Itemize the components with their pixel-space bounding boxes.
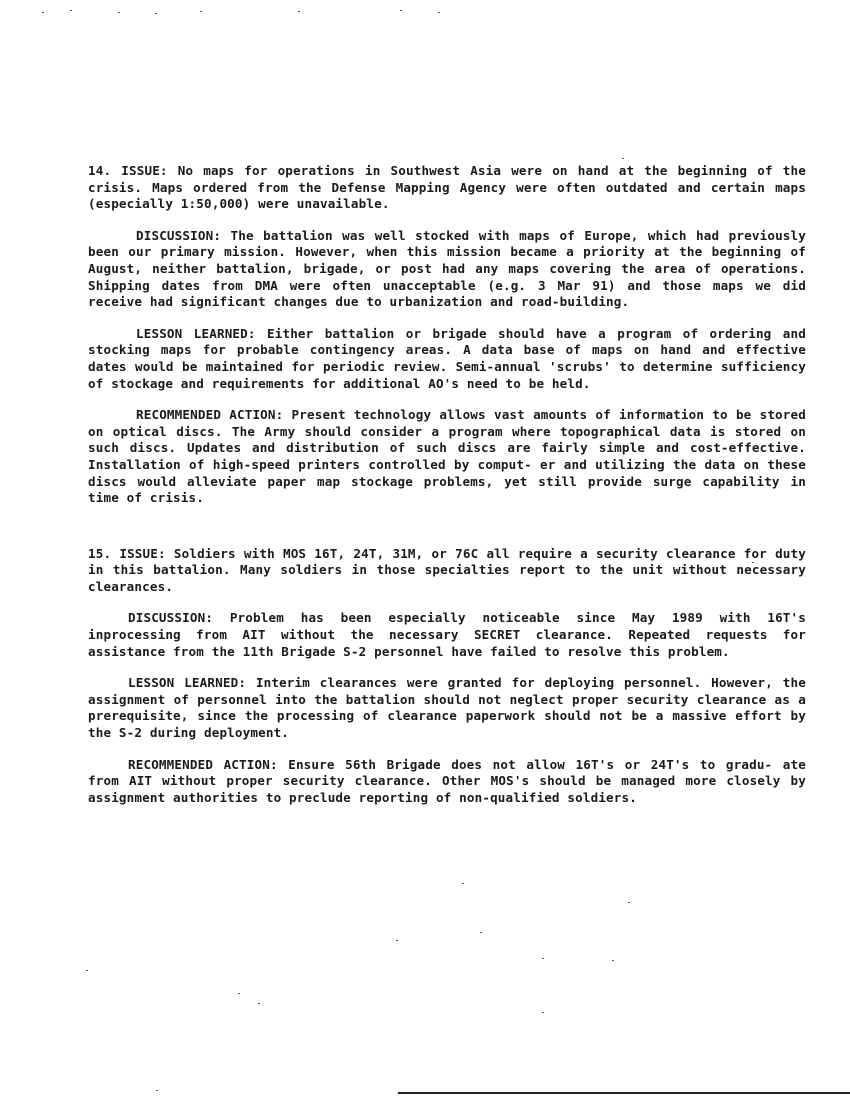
scan-speck	[155, 13, 157, 14]
scan-speck	[622, 158, 624, 159]
item-14-lesson-learned: LESSON LEARNED: Either battalion or brigade should have a program of ordering and stocking maps for probable contingency areas. A data base of maps on hand and effective dates would be maintained for periodic review. Semi-annual 'scrubs' to determine sufficiency of stockage and requirements for additional AO's need to be held.	[88, 325, 806, 391]
scan-speck	[118, 12, 120, 13]
bottom-rule	[398, 1092, 850, 1094]
item-15-issue: 15. ISSUE: Soldiers with MOS 16T, 24T, 31M, or 76C all require a security clearance for duty in this battalion. Many soldiers in those specialties report to the unit without necessary clearances.	[88, 545, 806, 594]
scan-speck	[400, 10, 402, 11]
scan-speck	[258, 1003, 260, 1004]
scan-speck	[298, 11, 300, 12]
scan-speck	[542, 1012, 544, 1013]
item-15-discussion: DISCUSSION: Problem has been especially noticeable since May 1989 with 16T's inprocessing from AIT without the necessary SECRET clearance. Repeated requests for assistance from the 11th Brigade S-2 personnel have failed to resolve this problem.	[88, 610, 806, 659]
scan-speck	[42, 12, 44, 13]
scan-speck	[612, 960, 614, 961]
scan-speck	[628, 902, 630, 903]
scan-speck	[238, 993, 240, 994]
item-14-issue: 14. ISSUE: No maps for operations in Southwest Asia were on hand at the beginning of the crisis. Maps ordered from the Defense Mapping Agency were often outdated and certain maps (especially 1:50,000) were unavailable.	[88, 163, 806, 212]
scan-speck	[542, 958, 544, 959]
scan-speck	[70, 10, 72, 11]
item-15-recommended-action: RECOMMENDED ACTION: Ensure 56th Brigade does not allow 16T's or 24T's to gradu- ate from AIT without proper security clearance. Other MOS's should be managed more closely by assignment authorities to preclude reporting of non-qualified soldiers.	[88, 756, 806, 805]
item-14-recommended-action: RECOMMENDED ACTION: Present technology allows vast amounts of information to be stored on optical discs. The Army should consider a program where topographical data is stored on such discs. Updates and distribution of such discs are fairly simple and cost-effective. Installation of high-speed printers controlled by comput- er and utilizing the data on these discs would alleviate paper map stockage problems, yet still provide surge capability in time of crisis.	[88, 407, 806, 506]
scan-speck	[438, 12, 440, 13]
scan-speck	[86, 970, 88, 971]
item-14-discussion: DISCUSSION: The battalion was well stocked with maps of Europe, which had previously been our primary mission. However, when this mission became a priority at the beginning of August, neither battalion, brigade, or post had any maps covering the area of operations. Shipping dates from DMA were often unacceptable (e.g. 3 Mar 91) and those maps we did receive had significant changes due to urbanization and road-building.	[88, 227, 806, 310]
section-spacer	[88, 522, 806, 546]
item-15-lesson-learned: LESSON LEARNED: Interim clearances were granted for deploying personnel. However, the assignment of personnel into the battalion should not neglect proper security clearance as a prerequisite, since the processing of clearance paperwork should not be a massive effort by the S-2 during deployment.	[88, 675, 806, 741]
scan-speck	[200, 11, 202, 12]
scan-speck	[462, 883, 464, 884]
scan-speck	[480, 932, 482, 933]
scan-speck	[156, 1090, 158, 1091]
document-body	[88, 163, 806, 821]
scan-speck	[396, 940, 398, 941]
